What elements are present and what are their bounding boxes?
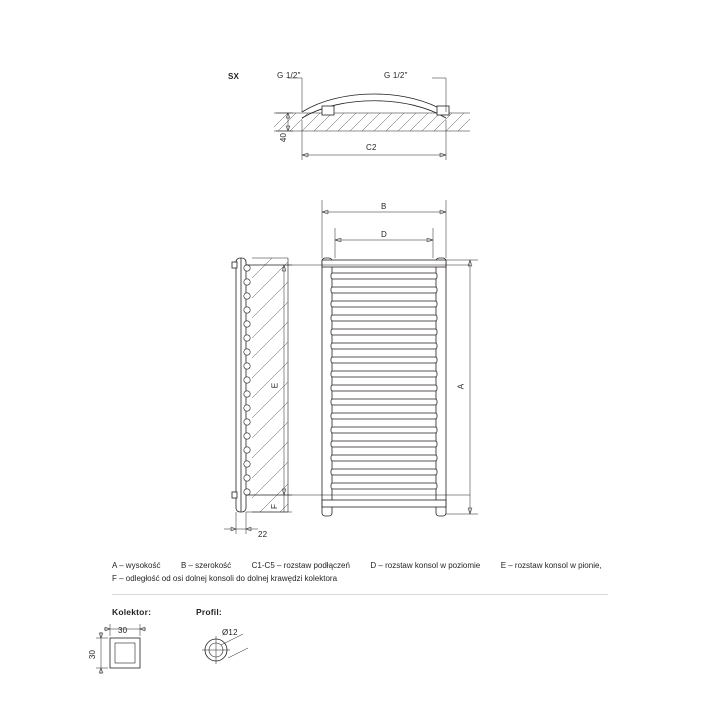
legend-line-2: F – odległość od osi dolnej konsoli do dolnej krawędzi kolektora [112,574,338,583]
legend-item-b: B – szerokość [180,561,232,570]
legend-item-a: A – wysokość [112,561,161,570]
side-view-height-dim-label: E [270,382,280,389]
top-view-depth-dim-label: 40 [279,132,289,143]
front-view-height-total-label: A [456,383,466,390]
profile-section-title: Profil: [196,607,222,617]
legend-item-d: D – rozstaw konsol w poziomie [370,561,481,570]
collector-width-label: 30 [118,626,128,635]
profile-diameter-label: Ø12 [222,628,238,637]
top-view-connection-right-label: G 1/2" [384,71,408,80]
collector-height-label: 30 [88,649,98,660]
front-view-width-outer-label: B [381,202,387,211]
view-label-sx: SX [228,72,240,81]
legend-item-c: C1-C5 – rozstaw podłączeń [251,561,350,570]
side-view-thickness-dim-label: 22 [258,530,268,539]
top-view-connection-left-label: G 1/2" [277,71,301,80]
top-view-width-dim-label: C2 [366,143,377,152]
legend-item-e: E – rozstaw konsol w pionie, [500,561,602,570]
side-view-bottom-dim-label: F [270,503,280,510]
collector-section-title: Kolektor: [112,607,152,617]
front-view-width-inner-label: D [381,230,387,239]
